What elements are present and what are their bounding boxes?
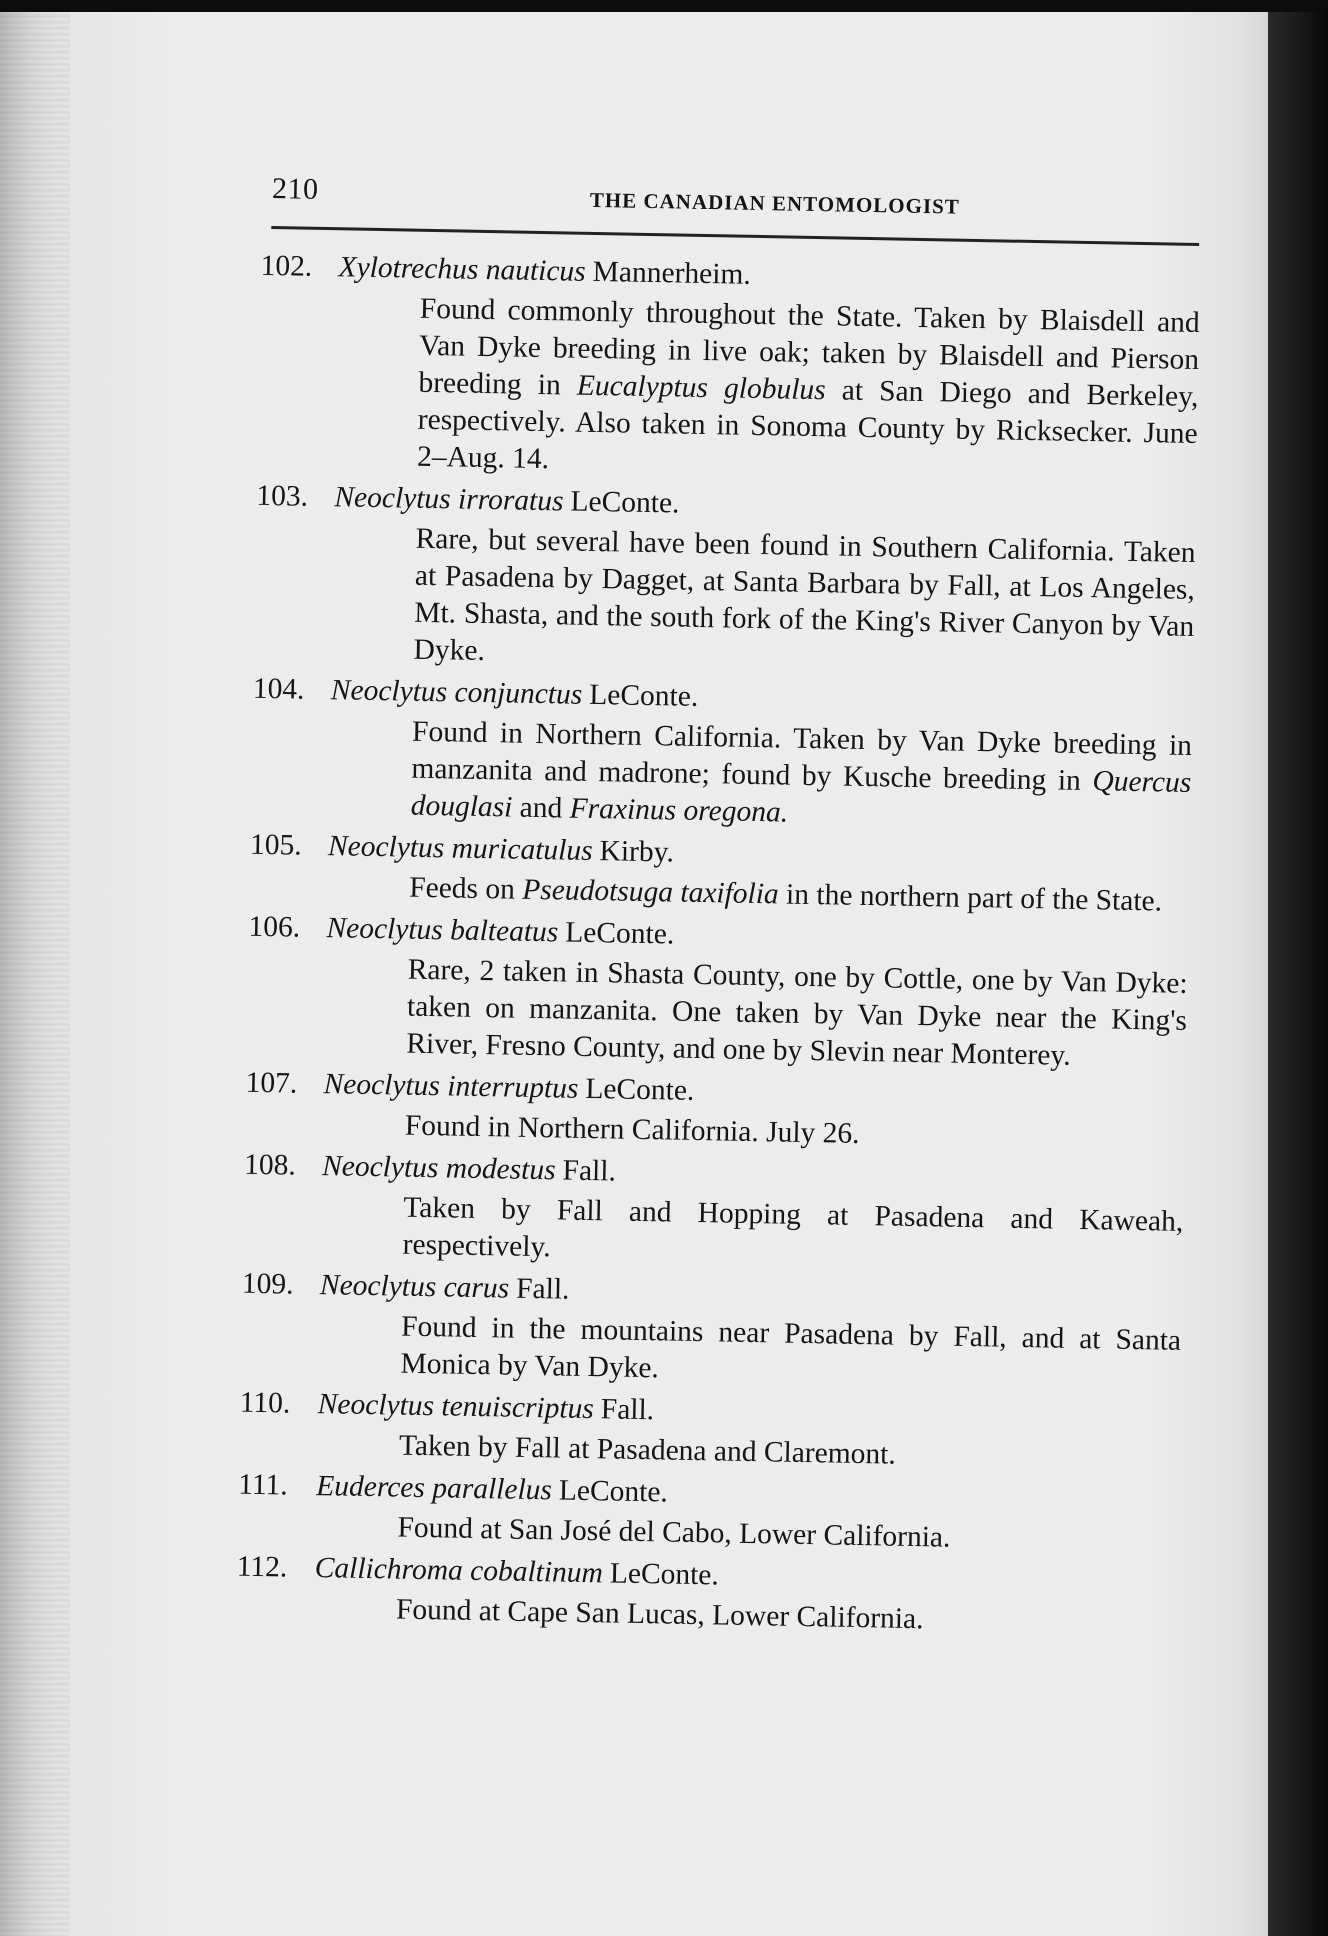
species-author: LeConte. [570, 485, 680, 520]
description-text: Rare, but several have been found in Southern California. Taken at Pasadena by Dagget, at Santa Barbara by Fall, at Los Angeles, Mt. Shasta, and the south fork of the King's River Canyon by Van Dyke. [413, 522, 1196, 668]
species-name: Neoclytus tenuiscriptus [317, 1388, 595, 1426]
species-entry [250, 671, 1193, 839]
species-name: Neoclytus irroratus [334, 481, 564, 518]
scan-dark-edge [1268, 0, 1328, 1936]
species-author: LeConte. [558, 1474, 669, 1509]
species-entry [245, 1065, 1186, 1159]
species-name: Neoclytus carus [319, 1269, 510, 1305]
description-italic-text: Quercus douglasi [410, 765, 1192, 824]
scan-top-band [0, 0, 1328, 12]
species-entry [237, 1467, 1178, 1561]
description-text: and [512, 791, 570, 825]
entry-number: 110. [239, 1386, 291, 1420]
entry-number: 106. [248, 910, 301, 944]
description-italic-text: Pseudotsuga taxifolia [522, 873, 780, 911]
species-author: LeConte. [585, 1072, 695, 1107]
entry-number: 104. [252, 672, 305, 706]
species-entry [249, 827, 1190, 921]
description-text: Taken by Fall at Pasadena and Claremont. [398, 1429, 897, 1471]
species-author: Kirby. [599, 835, 675, 869]
species-entry [246, 909, 1189, 1077]
species-author: LeConte. [565, 916, 675, 951]
species-entry [239, 1385, 1180, 1479]
species-author: LeConte. [609, 1557, 720, 1592]
species-author: LeConte. [589, 678, 699, 713]
entry-description [400, 1309, 1181, 1397]
description-text: Rare, 2 taken in Shasta County, one by Cottle, one by Van Dyke: taken on manzanita. One taken by Van Dyke near the King's River, Fresno County, and one by Slevin near Monterey. [406, 953, 1188, 1072]
description-text: Found commonly throughout the State. Taken by Blaisdell and Van Dyke breeding in live oak; taken by Blaisdell and Pierson breeding in [418, 292, 1201, 402]
page-header [271, 168, 1200, 245]
running-title: THE CANADIAN ENTOMOLOGIST [589, 187, 961, 219]
species-entry [236, 1549, 1177, 1643]
header-rule [271, 226, 1199, 246]
species-author: Fall. [600, 1393, 655, 1427]
species-entry [253, 478, 1196, 683]
species-name: Euderces parallelus [315, 1470, 553, 1507]
species-name: Neoclytus balteatus [326, 912, 559, 949]
entry-description [406, 952, 1188, 1077]
species-author: Fall. [515, 1272, 570, 1306]
species-name: Neoclytus muricatulus [327, 830, 593, 868]
page-number: 210 [271, 172, 319, 206]
species-author: Fall. [562, 1154, 617, 1188]
description-text: Found at San José del Cabo, Lower California. [397, 1511, 951, 1554]
species-name: Neoclytus conjunctus [330, 674, 583, 711]
entry-heading [260, 248, 1201, 302]
description-italic-text: Eucalyptus globulus [576, 369, 826, 407]
entry-number: 103. [256, 479, 309, 513]
species-entry [242, 1147, 1184, 1278]
entry-number: 102. [260, 249, 313, 283]
description-text: at San Diego and Berkeley, respectively. Also taken in Sonoma County by Ricksecker. June 2–Aug. 14. [416, 374, 1199, 476]
entry-number: 105. [249, 828, 302, 862]
description-text: Taken by Fall and Hopping at Pasadena and Kaweah, respectively. [402, 1191, 1184, 1264]
species-name: Xylotrechus nauticus [338, 251, 587, 288]
entry-description [413, 521, 1196, 683]
description-text: Found at Cape San Lucas, Lower California. [395, 1593, 924, 1636]
species-name: Neoclytus interruptus [323, 1068, 579, 1105]
description-text: in the northern part of the State. [778, 878, 1163, 918]
description-text: Found in Northern California. Taken by Van Dyke breeding in manzanita and madrone; found by Kusche breeding in [411, 715, 1193, 798]
entry-description [410, 714, 1192, 839]
description-italic-text: Fraxinus oregona. [569, 792, 789, 829]
species-entry [240, 1266, 1182, 1397]
description-text: Feeds on [408, 871, 523, 906]
description-text: Found in Northern California. July 26. [404, 1109, 860, 1150]
entry-description [417, 291, 1200, 490]
species-author: Mannerheim. [592, 255, 752, 291]
entry-number: 107. [245, 1066, 298, 1100]
species-name: Neoclytus modestus [321, 1150, 556, 1187]
species-list [236, 248, 1201, 1648]
description-text: Found in the mountains near Pasadena by Fall, and at Santa Monica by Van Dyke. [400, 1310, 1182, 1385]
species-name: Callichroma cobaltinum [314, 1552, 604, 1590]
entry-number: 111. [237, 1468, 288, 1502]
entry-number: 108. [243, 1148, 297, 1182]
entry-description [402, 1190, 1183, 1278]
entry-number: 109. [241, 1267, 294, 1301]
entry-number: 112. [236, 1550, 288, 1584]
species-entry [257, 248, 1201, 490]
